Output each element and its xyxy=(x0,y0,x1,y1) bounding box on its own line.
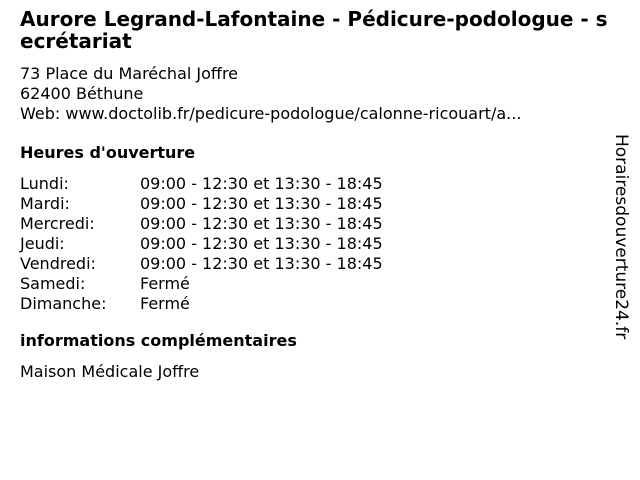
site-watermark: Horairesdouverture24.fr xyxy=(611,134,631,340)
day-label: Dimanche: xyxy=(20,294,107,313)
business-title: Aurore Legrand-Lafontaine - Pédicure-podologue - secrétariat xyxy=(20,7,608,53)
time-value: 09:00 - 12:30 et 13:30 - 18:45 xyxy=(140,214,383,233)
time-value: Fermé xyxy=(140,294,190,313)
hours-row-tuesday xyxy=(20,194,612,214)
additional-info-heading: informations complémentaires xyxy=(20,331,297,350)
business-card xyxy=(20,8,612,382)
additional-info-text: Maison Médicale Joffre xyxy=(20,362,200,381)
time-value: 09:00 - 12:30 et 13:30 - 18:45 xyxy=(140,174,383,193)
opening-hours-table xyxy=(20,174,612,314)
day-label: Mercredi: xyxy=(20,214,95,233)
day-label: Jeudi: xyxy=(20,234,65,253)
address-block xyxy=(20,64,612,124)
hours-row-monday xyxy=(20,174,612,194)
hours-row-saturday xyxy=(20,274,612,294)
time-value: Fermé xyxy=(140,274,190,293)
hours-row-wednesday xyxy=(20,214,612,234)
website-link[interactable]: Web: www.doctolib.fr/pedicure-podologue/calonne-ricouart/a... xyxy=(20,104,522,123)
day-label: Vendredi: xyxy=(20,254,96,273)
street-address: 73 Place du Maréchal Joffre xyxy=(20,64,239,83)
city-postal-code: 62400 Béthune xyxy=(20,84,144,103)
day-label: Samedi: xyxy=(20,274,86,293)
hours-row-sunday xyxy=(20,294,612,314)
opening-hours-heading: Heures d'ouverture xyxy=(20,143,196,162)
hours-row-friday xyxy=(20,254,612,274)
time-value: 09:00 - 12:30 et 13:30 - 18:45 xyxy=(140,194,383,213)
day-label: Lundi: xyxy=(20,174,69,193)
time-value: 09:00 - 12:30 et 13:30 - 18:45 xyxy=(140,234,383,253)
time-value: 09:00 - 12:30 et 13:30 - 18:45 xyxy=(140,254,383,273)
hours-row-thursday xyxy=(20,234,612,254)
day-label: Mardi: xyxy=(20,194,70,213)
